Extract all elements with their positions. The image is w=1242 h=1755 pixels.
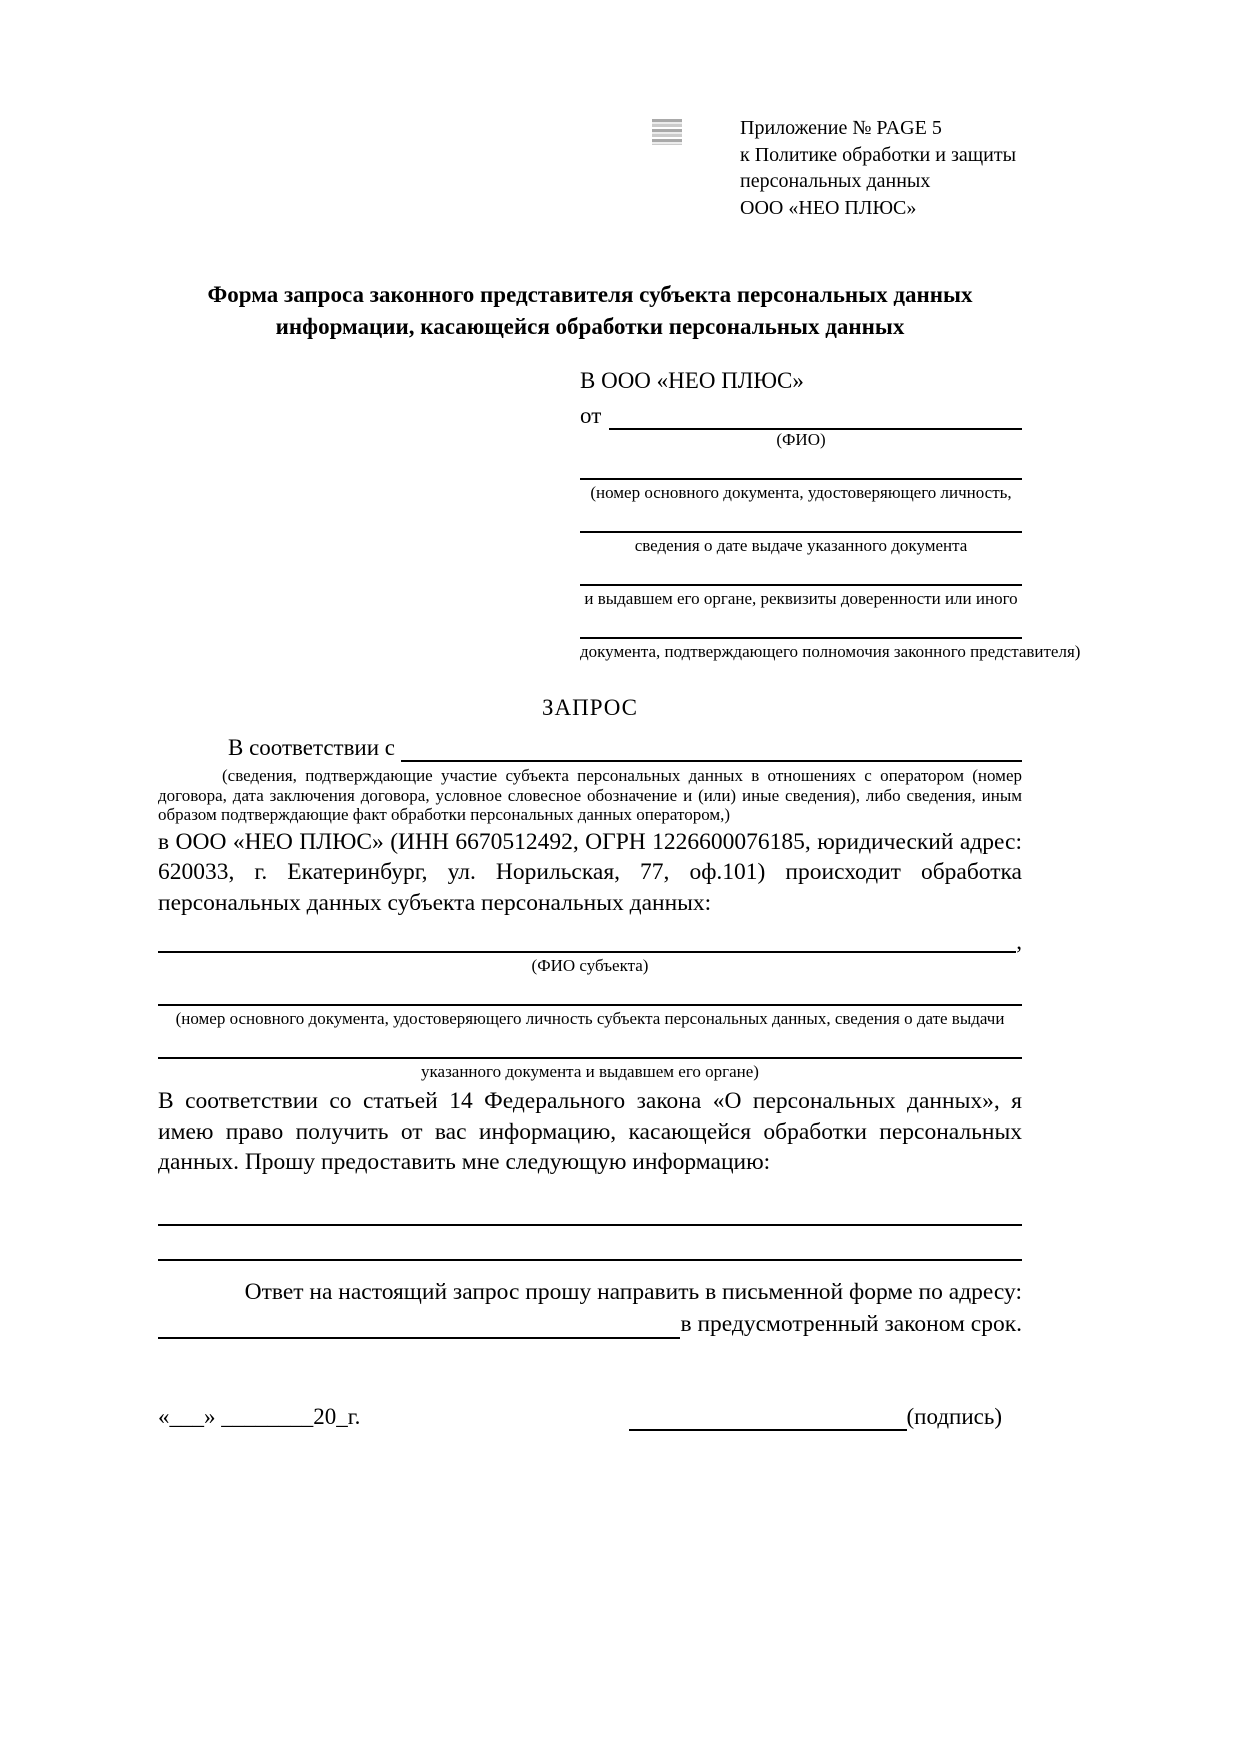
subject-fio-blank-line	[158, 951, 1016, 953]
header-company: ООО «НЕО ПЛЮС»	[740, 196, 917, 219]
accordance-field	[158, 733, 1022, 762]
request-heading: ЗАПРОС	[541, 695, 639, 720]
authority-document-blank-line	[580, 637, 1022, 639]
subject-document-blank-line-2	[158, 1057, 1022, 1059]
document-number-caption: (номер основного документа, удостоверяющего личность,	[590, 483, 1012, 502]
signature-field	[629, 1403, 1002, 1431]
requested-info-blank-line-2	[158, 1259, 1022, 1261]
header	[158, 115, 1022, 221]
accordance-blank-line	[401, 760, 1022, 762]
document-number-blank-line	[580, 478, 1022, 480]
operator-paragraph: в ООО «НЕО ПЛЮС» (ИНН 6670512492, ОГРН 1226600076185, юридический адрес: 620033, г. Екатеринбург, ул. Норильская, 77, оф.101) происходит обработка персональных данных субъекта персональных данных:	[158, 828, 1022, 916]
issuing-authority-caption: и выдавшем его органе, реквизиты доверенности или иного	[584, 589, 1018, 608]
from-label: от	[580, 403, 602, 428]
date-field: «___» ________20_г.	[158, 1403, 361, 1429]
footer	[158, 1403, 1022, 1431]
header-policy-line: к Политике обработки и защиты	[740, 143, 1017, 166]
reply-address-text: Ответ на настоящий запрос прошу направить в письменной форме по адресу:	[244, 1278, 1022, 1305]
subject-fio-caption: (ФИО субъекта)	[531, 956, 649, 975]
header-block	[740, 115, 1022, 221]
image-artifact-icon	[652, 119, 682, 145]
form-title-line1: Форма запроса законного представителя субъекта персональных данных	[207, 282, 973, 307]
subject-document-caption: (номер основного документа, удостоверяющего личность субъекта персональных данных, сведения о дате выдачи	[175, 1009, 1005, 1028]
accordance-label: В соответствии с	[228, 735, 401, 760]
issue-date-caption: сведения о дате выдаче указанного документа	[634, 536, 968, 555]
subject-fio-comma: ,	[1016, 929, 1022, 954]
form-title	[158, 279, 1022, 343]
requested-info-blank-line-1	[158, 1224, 1022, 1226]
header-policy-line2: персональных данных	[740, 170, 931, 192]
subject-document-blank-line	[158, 1004, 1022, 1006]
authority-document-caption: документа, подтверждающего полномочия законного представителя)	[580, 642, 1081, 661]
from-field	[580, 400, 1022, 430]
subject-document-caption-2: указанного документа и выдавшем его органе)	[421, 1062, 759, 1081]
addressee-block	[580, 367, 1081, 661]
document-content	[158, 0, 1081, 1431]
subject-fio-field	[158, 931, 1022, 953]
reply-address-field	[158, 1309, 1022, 1339]
signature-caption: (подпись)	[906, 1403, 1002, 1429]
issue-date-blank-line	[580, 531, 1022, 533]
accordance-caption: (сведения, подтверждающие участие субъекта персональных данных в отношениях с оператором (номер договора, дата заключения договора, условное словесное обозначение и (или) иные сведения), либо сведения, иным образом подтверждающие факт обработки персональных данных оператором,)	[158, 766, 1022, 824]
reply-deadline-text: в предусмотренный законом срок.	[680, 1310, 1022, 1337]
law-paragraph: В соответствии со статьей 14 Федерального закона «О персональных данных», я имею право получить от вас информацию, касающейся обработки персональных данных. Прошу предоставить мне следующую информацию:	[158, 1088, 1022, 1175]
fio-caption: (ФИО)	[776, 430, 826, 449]
header-appendix-line: Приложение № PAGE 5	[740, 117, 942, 139]
form-title-line2: информации, касающейся обработки персональных данных	[275, 314, 905, 339]
reply-address-blank-line	[158, 1337, 680, 1339]
issuing-authority-blank-line	[580, 584, 1022, 586]
signature-blank-line	[629, 1403, 907, 1431]
addressee-to: В ООО «НЕО ПЛЮС»	[580, 368, 804, 393]
